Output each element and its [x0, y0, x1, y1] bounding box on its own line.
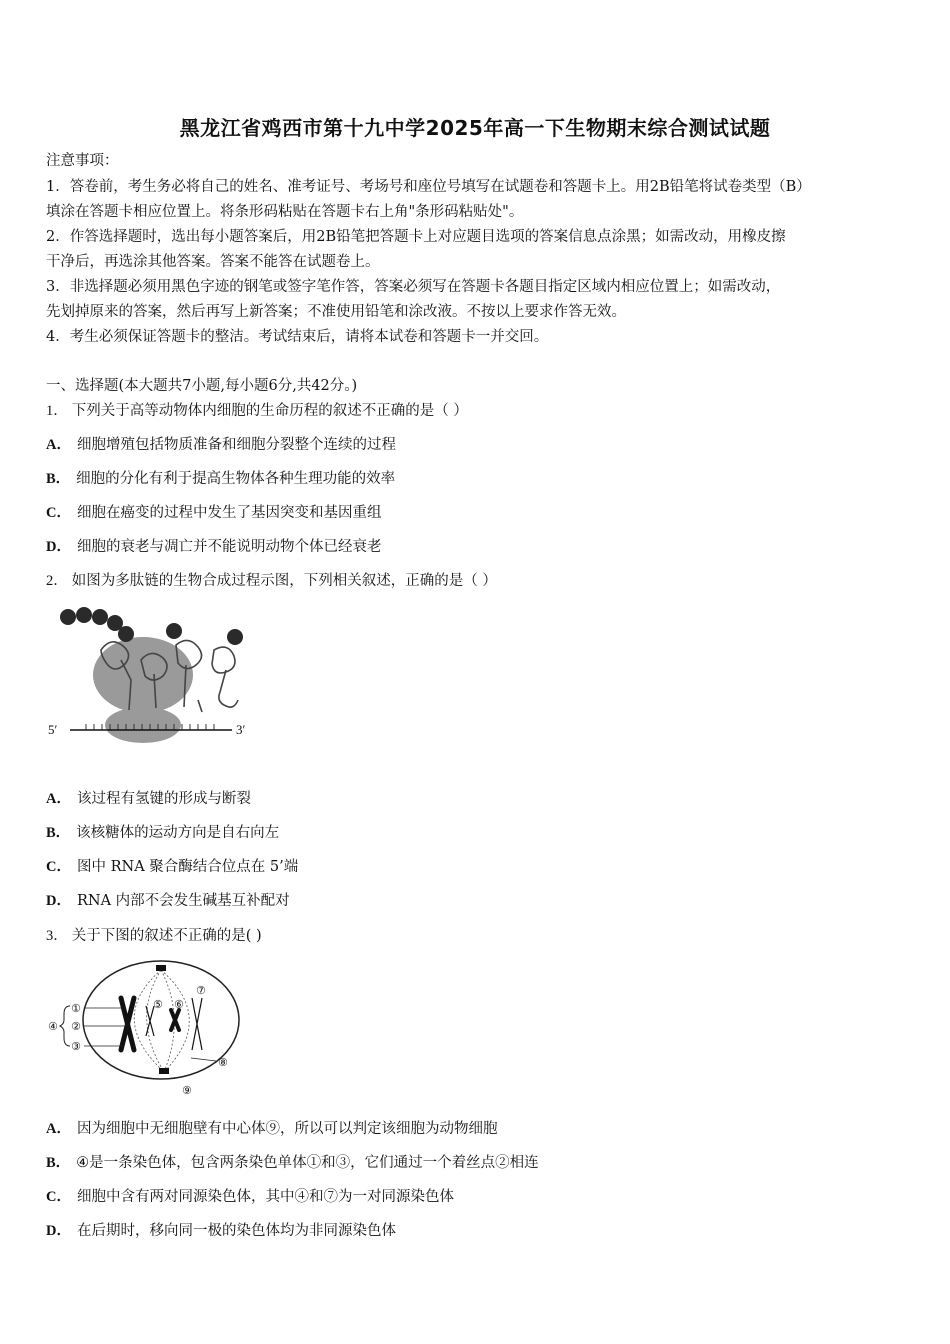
chromosome	[121, 998, 134, 1050]
label-9: ⑨	[182, 1084, 192, 1097]
mitosis-figure	[46, 958, 246, 1103]
notice-line: 1．答卷前，考生务必将自己的姓名、准考证号、考场号和座位号填写在试题卷和答题卡上。用2B铅笔将试卷类型（B）	[46, 179, 811, 195]
question-number: 1．	[46, 403, 68, 419]
label-1: ①	[71, 1002, 81, 1015]
option-d[interactable]	[46, 891, 290, 911]
option-text: 细胞的衰老与凋亡并不能说明动物个体已经衰老	[76, 539, 382, 555]
option-d[interactable]	[46, 537, 381, 557]
ribosome-small-subunit	[105, 707, 181, 743]
option-c[interactable]	[46, 503, 381, 523]
option-label: C．	[46, 1189, 71, 1205]
option-a[interactable]	[46, 435, 396, 455]
option-a[interactable]	[46, 789, 251, 809]
leader-lines	[84, 1008, 216, 1061]
question-text: 下列关于高等动物体内细胞的生命历程的叙述不正确的是（ ）	[71, 403, 468, 419]
question-2	[46, 571, 906, 591]
centriole	[156, 965, 169, 1074]
option-a[interactable]	[46, 1119, 497, 1139]
option-text: 在后期时，移向同一极的染色体均为非同源染色体	[76, 1223, 396, 1239]
label-3: ③	[71, 1040, 81, 1053]
option-label: C．	[46, 505, 71, 521]
notice-line: 3．非选择题必须用黑色字迹的钢笔或签字笔作答，答案必须写在答题卡各题目指定区域内相应位置上；如需改动，	[46, 279, 781, 295]
bracket	[60, 1006, 70, 1046]
option-label: B．	[46, 471, 71, 487]
option-label: D．	[46, 893, 71, 909]
question-number: 2．	[46, 573, 68, 589]
option-label: B．	[46, 1155, 71, 1171]
label-4: ④	[48, 1020, 58, 1033]
option-text: 该核糖体的运动方向是自右向左	[76, 825, 280, 841]
option-text: ④是一条染色体，包含两条染色单体①和③，它们通过一个着丝点②相连	[76, 1155, 539, 1171]
option-c[interactable]	[46, 857, 298, 877]
option-label: A．	[46, 437, 71, 453]
page-title: 黑龙江省鸡西市第十九中学2025年高一下生物期末综合测试试题	[179, 116, 771, 140]
option-b[interactable]	[46, 823, 279, 843]
option-text: 图中 RNA 聚合酶结合位点在 5’端	[76, 859, 299, 875]
translation-figure	[46, 600, 266, 760]
option-text: 因为细胞中无细胞壁有中心体⑨，所以可以判定该细胞为动物细胞	[76, 1121, 498, 1137]
option-text: 细胞在癌变的过程中发生了基因突变和基因重组	[76, 505, 382, 521]
option-label: D．	[46, 1223, 71, 1239]
notice-line: 填涂在答题卡相应位置上。将条形码粘贴在答题卡右上角"条形码粘贴处"。	[46, 204, 524, 220]
question-text: 关于下图的叙述不正确的是( )	[71, 928, 262, 944]
spindle-fibers	[134, 970, 189, 1072]
option-text: RNA 内部不会发生碱基互补配对	[76, 893, 290, 909]
notice-line: 4．考生必须保证答题卡的整洁。考试结束后，请将本试卷和答题卡一并交回。	[46, 329, 549, 345]
option-b[interactable]	[46, 469, 395, 489]
question-number: 3．	[46, 928, 68, 944]
option-d[interactable]	[46, 1221, 396, 1241]
option-text: 细胞的分化有利于提高生物体各种生理功能的效率	[76, 471, 396, 487]
option-label: A．	[46, 1121, 71, 1137]
option-label: A．	[46, 791, 71, 807]
option-label: B．	[46, 825, 71, 841]
option-b[interactable]	[46, 1153, 539, 1173]
option-text: 细胞增殖包括物质准备和细胞分裂整个连续的过程	[76, 437, 396, 453]
option-label: C．	[46, 859, 71, 875]
option-text: 该过程有氢键的形成与断裂	[76, 791, 251, 807]
option-label: D．	[46, 539, 71, 555]
label-8: ⑧	[218, 1056, 228, 1069]
chromosome	[192, 998, 202, 1050]
section-heading: 一、选择题(本大题共7小题,每小题6分,共42分。)	[46, 378, 358, 394]
notice-line: 先划掉原来的答案，然后再写上新答案；不准使用铅笔和涂改液。不按以上要求作答无效。	[46, 304, 626, 320]
ribosome-large-subunit	[93, 637, 193, 713]
notice-line: 干净后，再选涂其他答案。答案不能答在试题卷上。	[46, 254, 380, 270]
label-7: ⑦	[196, 984, 206, 997]
chromosome	[171, 1010, 179, 1030]
question-3	[46, 926, 906, 946]
label-5: ⑤	[153, 998, 163, 1011]
option-c[interactable]	[46, 1187, 454, 1207]
question-1	[46, 401, 906, 421]
label-2: ②	[71, 1020, 81, 1033]
mrna-5-prime-label: 5′	[48, 722, 58, 737]
notice-line: 2．作答选择题时，选出每小题答案后，用2B铅笔把答题卡上对应题目选项的答案信息点涂黑；如需改动，用橡皮擦	[46, 229, 786, 245]
question-text: 如图为多肽链的生物合成过程示图，下列相关叙述，正确的是（ ）	[71, 573, 497, 589]
label-6: ⑥	[174, 998, 184, 1011]
notice-heading: 注意事项：	[46, 153, 119, 169]
option-text: 细胞中含有两对同源染色体，其中④和⑦为一对同源染色体	[76, 1189, 454, 1205]
mrna-3-prime-label: 3′	[236, 722, 246, 737]
